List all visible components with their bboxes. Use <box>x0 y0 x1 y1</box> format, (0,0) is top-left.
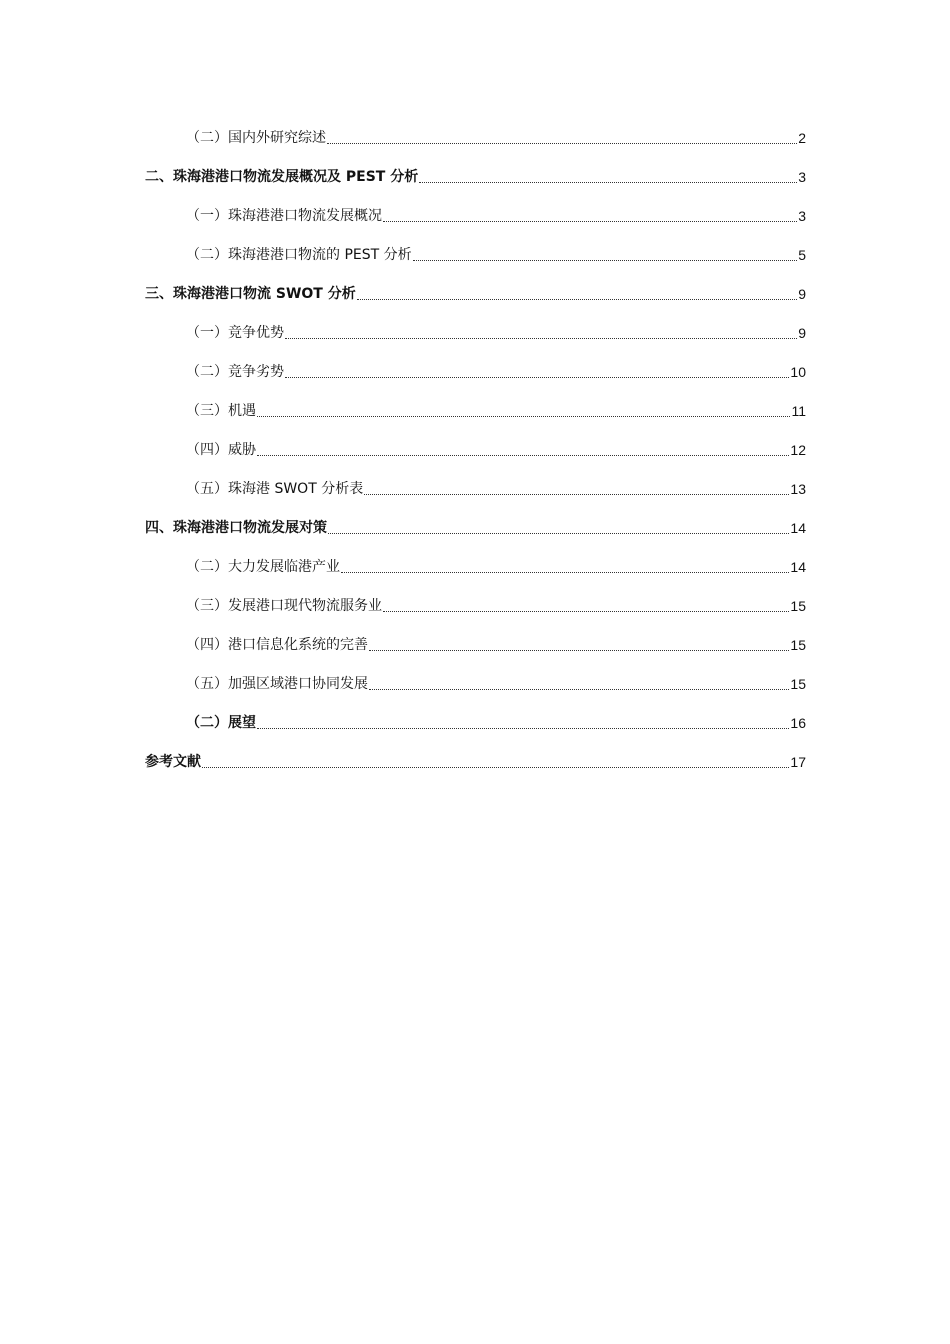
toc-entry[interactable] <box>0 359 806 381</box>
toc-entry[interactable] <box>0 164 806 186</box>
toc-entry-title: 二、珠海港港口物流发展概况及 PEST 分析 <box>145 169 419 185</box>
toc-entry-title: （五）加强区域港口协同发展 <box>186 676 368 692</box>
dot-leader <box>327 143 797 144</box>
toc-entry-title: 参考文献 <box>145 754 201 770</box>
toc-entry-title: （五）珠海港 SWOT 分析表 <box>186 481 364 497</box>
toc-page-number: 9 <box>798 286 806 302</box>
dot-leader <box>357 299 797 300</box>
dot-leader <box>413 260 798 261</box>
toc-page-number: 15 <box>790 676 806 692</box>
toc-page-number: 13 <box>790 481 806 497</box>
toc-entry-title: （二）展望 <box>186 715 256 731</box>
dot-leader <box>383 221 797 222</box>
toc-page-number: 14 <box>790 520 806 536</box>
toc-entry[interactable] <box>0 593 806 615</box>
toc-entry-title: （二）大力发展临港产业 <box>186 559 340 575</box>
toc-entry-title: （三）发展港口现代物流服务业 <box>186 598 382 614</box>
toc-entry[interactable] <box>0 671 806 693</box>
toc-page-number: 12 <box>790 442 806 458</box>
toc-entry[interactable] <box>0 242 806 264</box>
dot-leader <box>257 728 789 729</box>
toc-entry-title: （二）珠海港港口物流的 PEST 分析 <box>186 247 412 263</box>
toc-page-number: 11 <box>791 403 806 419</box>
toc-entry-title: （二）竞争劣势 <box>186 364 284 380</box>
dot-leader <box>285 377 789 378</box>
toc-entry[interactable] <box>0 515 806 537</box>
dot-leader <box>257 416 790 417</box>
toc-page-number: 17 <box>790 754 806 770</box>
toc-entry-title: （二）国内外研究综述 <box>186 130 326 146</box>
toc-entry-title: （一）珠海港港口物流发展概况 <box>186 208 382 224</box>
toc-page-number: 9 <box>798 325 806 341</box>
toc-page-number: 14 <box>790 559 806 575</box>
dot-leader <box>383 611 789 612</box>
dot-leader <box>257 455 789 456</box>
toc-page-number: 15 <box>790 637 806 653</box>
toc-entry-title: （一）竞争优势 <box>186 325 284 341</box>
toc-entry-title: 三、珠海港港口物流 SWOT 分析 <box>145 286 356 302</box>
toc-entry[interactable] <box>0 320 806 342</box>
toc-entry[interactable] <box>0 554 806 576</box>
toc-entry[interactable] <box>0 125 806 147</box>
dot-leader <box>285 338 797 339</box>
dot-leader <box>364 494 789 495</box>
toc-page-number: 2 <box>798 130 806 146</box>
toc-entry-title: 四、珠海港港口物流发展对策 <box>145 520 327 536</box>
dot-leader <box>369 650 789 651</box>
toc-page-number: 3 <box>798 208 806 224</box>
dot-leader <box>328 533 789 534</box>
toc-page-number: 3 <box>798 169 806 185</box>
toc-entry[interactable] <box>0 281 806 303</box>
toc-entry[interactable] <box>0 710 806 732</box>
toc-page-number: 5 <box>798 247 806 263</box>
toc-entry[interactable] <box>0 632 806 654</box>
toc-entry[interactable] <box>0 398 806 420</box>
toc-entry[interactable] <box>0 203 806 225</box>
toc-entry-title: （四）威胁 <box>186 442 256 458</box>
toc-entry[interactable] <box>0 476 806 498</box>
dot-leader <box>341 572 789 573</box>
toc-page-number: 15 <box>790 598 806 614</box>
toc-entry-title: （三）机遇 <box>186 403 256 419</box>
toc-page-number: 10 <box>790 364 806 380</box>
toc-entry-title: （四）港口信息化系统的完善 <box>186 637 368 653</box>
toc-entry[interactable] <box>0 437 806 459</box>
toc-entry[interactable] <box>0 749 806 771</box>
dot-leader <box>202 767 789 768</box>
dot-leader <box>419 182 797 183</box>
dot-leader <box>369 689 789 690</box>
toc-page-number: 16 <box>790 715 806 731</box>
